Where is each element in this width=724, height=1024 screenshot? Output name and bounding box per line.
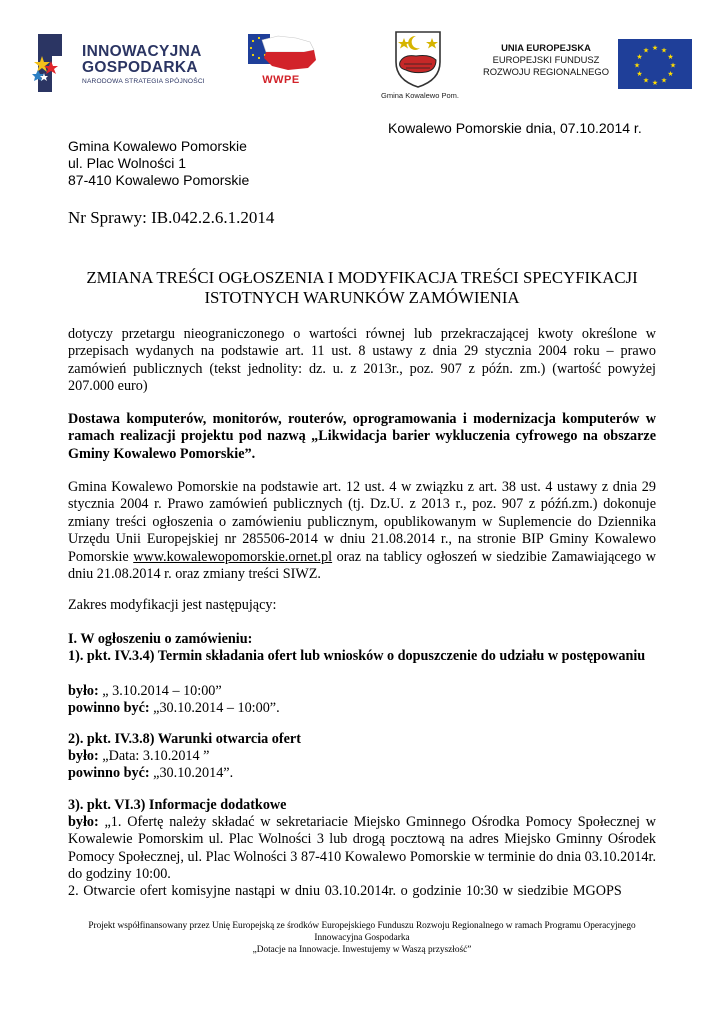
should-be-label: powinno być:: [68, 765, 150, 781]
title-line-1: ZMIANA TREŚCI OGŁOSZENIA I MODYFIKACJA TREŚCI SPECYFIKACJI: [86, 268, 638, 287]
svg-text:★: ★: [651, 79, 659, 87]
svg-text:★: ★: [642, 76, 650, 85]
ue-logo-line2: EUROPEJSKI FUNDUSZ: [492, 54, 600, 65]
item-3-line-2: 2. Otwarcie ofert komisyjne nastąpi w dniu 03.10.2014r. o godzinie 10:30 w siedzibie MGOPS: [68, 883, 622, 899]
innowacyjna-gospodarka-emblem-icon: [30, 32, 80, 96]
subject-paragraph: Dostawa komputerów, monitorów, routerów, oprogramowania i modernizacja komputerów w ramach realizacji projektu pod nazwą „Likwidacja barier wykluczenia cyfrowego na obszarze Gminy Kowalewo Pomorskie”.: [68, 411, 656, 462]
item-3-heading: 3). pkt. VI.3) Informacje dodatkowe: [68, 797, 287, 813]
was-value: „1. Ofertę należy składać w sekretariacie Miejsko Gminnego Ośrodka Pomocy Społecznej w Kowalewie Pomorskim ul. Plac Wolności 3 lub drogą pocztową na adres Miejsko Gminny Ośrodek Pomocy Społecznej, ul. Plac Wolności 3 87-410 Kowalewo Pomorskie w terminie do dnia 03.10.2014r. do godziny 10:00.: [68, 814, 656, 883]
svg-text:★: ★: [669, 61, 677, 70]
ig-logo-subtitle: NARODOWA STRATEGIA SPÓJNOŚCI: [82, 78, 205, 85]
title-line-2: ISTOTNYCH WARUNKÓW ZAMÓWIENIA: [204, 288, 520, 307]
should-be-label: powinno być:: [68, 700, 150, 716]
ue-logo-line3: ROZWOJU REGIONALNEGO: [482, 66, 610, 77]
sender-line: ul. Plac Wolności 1: [68, 155, 187, 171]
item-2-should-be: [68, 765, 233, 782]
footer-line-3: „Dotacje na Innowacje. Inwestujemy w Waszą przyszłość”: [252, 945, 472, 956]
bip-website-link[interactable]: www.kowalewopomorskie.ornet.pl: [133, 548, 333, 565]
wwpe-poland-flag-icon: [244, 32, 320, 76]
page-footer: [40, 920, 684, 957]
ue-logo-line1: UNIA EUROPEJSKA: [501, 42, 591, 53]
eu-fund-logo: [470, 34, 698, 94]
svg-text:★: ★: [633, 61, 641, 70]
svg-text:★: ★: [667, 53, 674, 61]
sender-address: [68, 138, 249, 189]
innowacyjna-gospodarka-logo: [30, 32, 220, 96]
place-and-date: Kowalewo Pomorskie dnia, 07.10.2014 r.: [388, 120, 642, 136]
was-label: było:: [68, 683, 99, 699]
ig-logo-line2: GOSPODARKA: [82, 59, 198, 76]
legal-basis-paragraph: [68, 479, 656, 583]
should-be-value: „30.10.2014 – 10:00”.: [149, 700, 280, 716]
svg-text:★: ★: [660, 76, 668, 85]
intro-paragraph: dotyczy przetargu nieograniczonego o wartości równej lub przekraczającej kwoty określone w przepisach wydanych na podstawie art. 11 ust. 8 ustawy z dnia 29 stycznia 2004 roku – prawo zamówień publicznych (tekst jednolity: dz. u. z 2013r., poz. 907 z późn. zm.) (wartość powyżej 207.000 euro): [68, 326, 656, 395]
svg-text:★: ★: [642, 46, 650, 55]
item-1-was: [68, 683, 222, 700]
legal-basis-text-end: oraz na tablicy ogłoszeń w siedzibie Zamawiającego w dniu 21.08.2014 r. oraz zmiany treści SIWZ.: [68, 548, 656, 583]
item-1-should-be: [68, 700, 280, 717]
coat-of-arms-icon: [386, 28, 450, 90]
was-value: „Data: 3.10.2014 ”: [98, 748, 210, 764]
document-title: [40, 268, 684, 308]
item-2-was: [68, 748, 209, 765]
item-3-was: [68, 814, 656, 884]
wwpe-logo: [244, 32, 320, 96]
kowalewo-crest-logo: [386, 28, 450, 90]
was-label: było:: [68, 814, 99, 830]
svg-text:★: ★: [636, 70, 643, 78]
sender-line: 87-410 Kowalewo Pomorskie: [68, 172, 250, 188]
section-1-heading: I. W ogłoszeniu o zamówieniu:: [68, 631, 253, 647]
footer-line-2: Innowacyjna Gospodarka: [314, 933, 410, 944]
was-value: „ 3.10.2014 – 10:00”: [98, 683, 222, 699]
was-label: było:: [68, 748, 99, 764]
footer-line-1: Projekt współfinansowany przez Unię Europejską ze środków Europejskiego Funduszu Rozwoju Regionalnego w ramach Programu Operacyjnego: [88, 921, 636, 931]
case-number: Nr Sprawy: IB.042.2.6.1.2014: [68, 208, 275, 227]
wwpe-logo-text: WWPE: [262, 74, 300, 86]
sender-line: Gmina Kowalewo Pomorskie: [68, 138, 247, 154]
svg-text:★: ★: [667, 70, 674, 78]
svg-text:★: ★: [660, 46, 668, 55]
crest-caption: Gmina Kowalewo Pom.: [381, 91, 459, 100]
svg-text:★: ★: [636, 53, 643, 61]
eu-flag-icon: [618, 39, 692, 89]
scope-statement: Zakres modyfikacji jest następujący:: [68, 597, 277, 613]
legal-basis-text: Gmina Kowalewo Pomorskie na podstawie art. 12 ust. 4 w związku z art. 38 ust. 4 ustawy z dnia 29 stycznia 2004 r. Prawo zamówień publicznych (tj. Dz.U. z 2013 r., poz. 907 z późń.zm.) dokonuje zmiany treści ogłoszenia o zamówieniu publicznym, opublikowanym w Suplemencie do Dziennika Urzędu Unii Europejskiej nr 285506-2014 w dniu 21.08.2014 r., na stronie BIP Gminy Kowalewo Pomorskie: [68, 479, 656, 565]
should-be-value: „30.10.2014”.: [149, 765, 234, 781]
svg-text:★: ★: [651, 44, 659, 52]
item-2-heading: 2). pkt. IV.3.8) Warunki otwarcia ofert: [68, 731, 301, 747]
ig-logo-line1: INNOWACYJNA: [82, 43, 202, 60]
item-1-heading: 1). pkt. IV.3.4) Termin składania ofert lub wniosków o dopuszczenie do udziału w postępowaniu: [68, 648, 646, 664]
